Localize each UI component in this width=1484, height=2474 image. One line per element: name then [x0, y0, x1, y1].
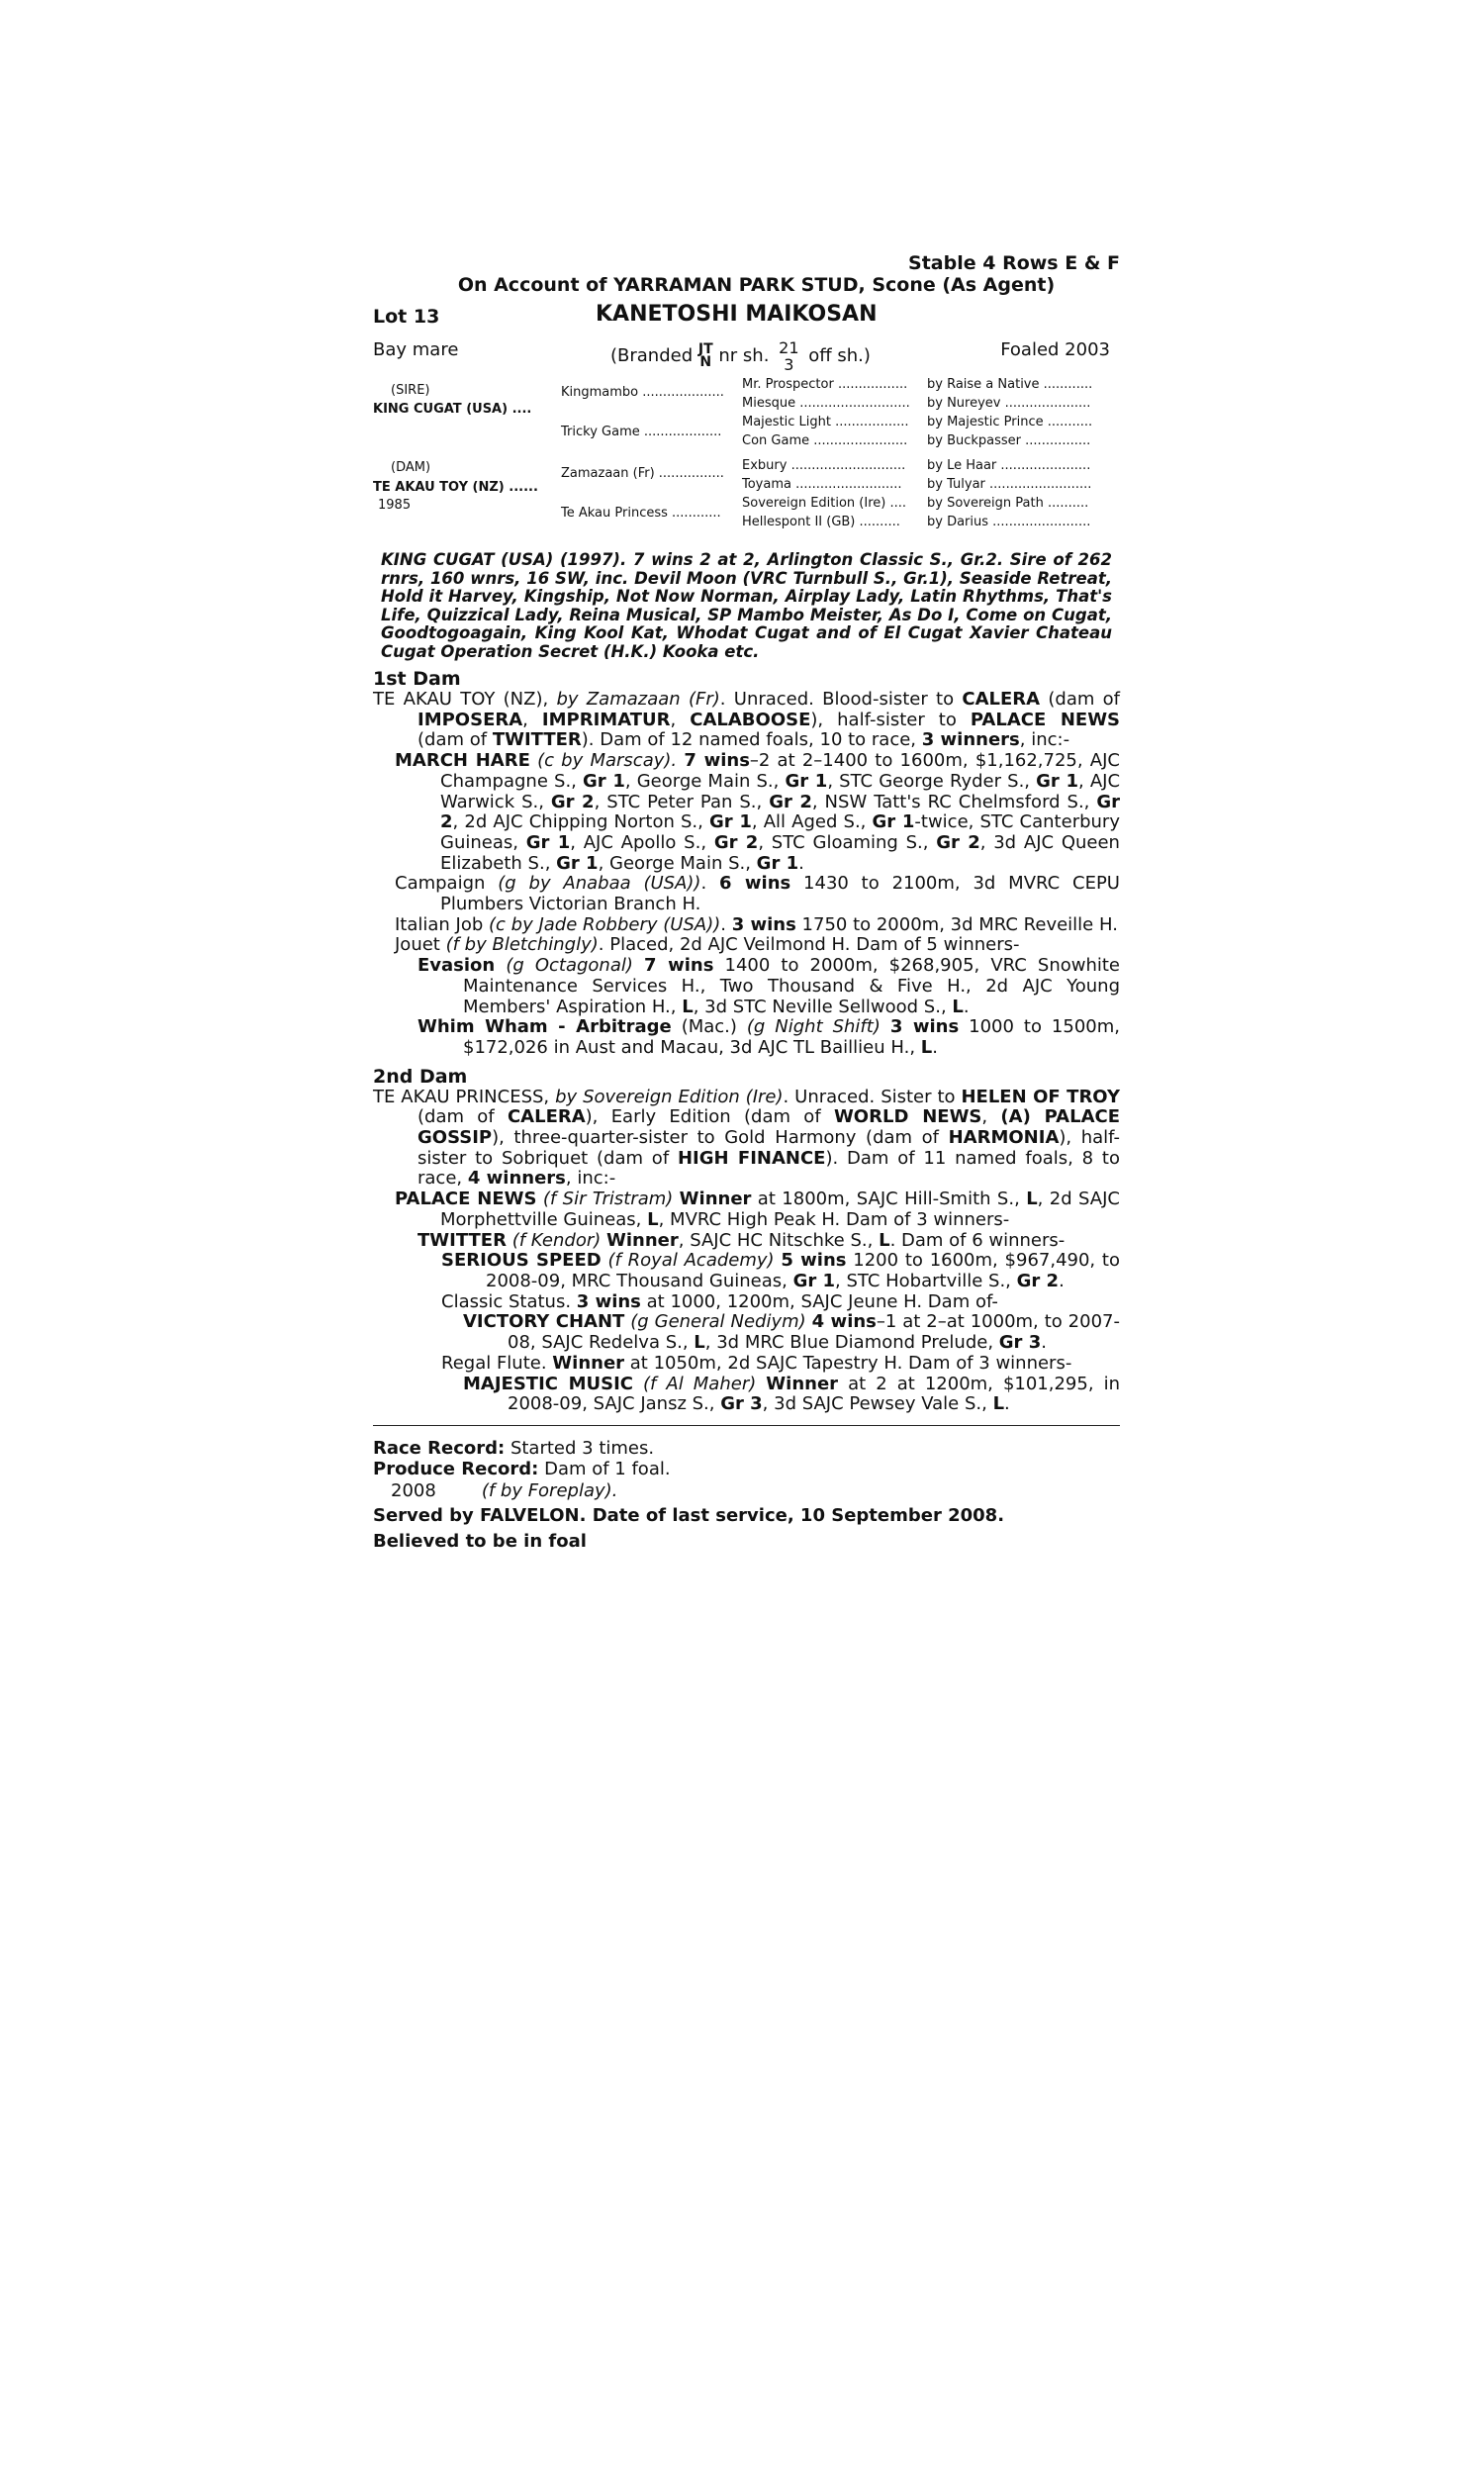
text-segment: , AJC Apollo S.,	[570, 831, 714, 853]
text-segment: IMPRIMATUR	[541, 709, 671, 730]
text-segment: ), half-sister to Sobriquet (dam of	[417, 1127, 1120, 1169]
text-segment: HIGH FINANCE	[677, 1147, 826, 1169]
text-segment: ,	[522, 709, 542, 730]
second-dam-intro	[373, 1088, 1120, 1190]
progeny-evasion	[373, 956, 1120, 1017]
text-segment: (f Al Maher)	[632, 1373, 767, 1394]
ped-sdsd: by Buckpasser ................	[927, 433, 1091, 448]
text-segment: Gr 1	[1036, 770, 1078, 792]
sire-label: (SIRE)	[391, 383, 430, 398]
text-segment: Gr 2	[713, 831, 759, 853]
stable-location: Stable 4 Rows E & F	[908, 252, 1120, 274]
text-segment: Gr 2	[440, 791, 1121, 833]
text-segment: 3 winners	[921, 729, 1020, 751]
text-segment: at 1000, 1200m, SAJC Jeune H. Dam of-	[640, 1290, 998, 1312]
text-segment: TE AKAU PRINCESS,	[373, 1086, 556, 1107]
race-record-value: Started 3 times.	[510, 1437, 655, 1459]
text-segment: Winner	[606, 1229, 679, 1251]
ped-dss: Exbury ............................	[742, 458, 906, 473]
text-segment: L	[647, 1208, 659, 1230]
text-segment: . Unraced. Blood-sister to	[719, 689, 963, 710]
dam-sire: Zamazaan (Fr) ................	[561, 466, 724, 481]
text-segment: Gr 2	[1016, 1270, 1060, 1291]
text-segment: Gr 1	[709, 811, 752, 833]
text-segment: HELEN OF TROY	[961, 1086, 1121, 1107]
text-segment: 7 wins	[684, 750, 750, 772]
text-segment: , MVRC High Peak H. Dam of 3 winners-	[658, 1208, 1010, 1230]
branded-off: off sh.)	[808, 345, 871, 366]
first-dam-heading: 1st Dam	[373, 668, 461, 690]
text-segment: Gr 1	[556, 852, 599, 874]
text-segment: Winner	[766, 1373, 839, 1394]
produce-year: 2008	[391, 1479, 436, 1501]
text-segment: TWITTER	[492, 729, 582, 751]
text-segment: ,	[981, 1106, 1001, 1128]
progeny-twitter	[373, 1231, 1120, 1252]
progeny-classic-status	[373, 1292, 1120, 1313]
dam-dam: Te Akau Princess ............	[561, 506, 721, 521]
text-segment: Jouet	[395, 934, 446, 956]
text-segment: MAJESTIC MUSIC	[463, 1373, 633, 1394]
sire-summary: KING CUGAT (USA) (1997). 7 wins 2 at 2, Arlington Classic S., Gr.2. Sire of 262 rnrs, 160 wnrs, 16 SW, inc. Devil Moon (VRC Turnbull S., Gr.1), Seaside Retreat, Hold it Harvey, Kingship, Not Now Norman, Airplay Lady, Latin Rhythms, That's Life, Quizzical Lady, Reina Musical, SP Mambo Meister, As Do I, Come on Cugat, Goodtogoagain, King Kool Kat, Whodat Cugat and of El Cugat Xavier Chateau Cugat Operation Secret (H.K.) Kooka etc.	[381, 550, 1112, 661]
text-segment: L	[1026, 1189, 1038, 1210]
text-segment: MARCH HARE	[395, 750, 530, 772]
text-segment: 5 wins	[781, 1250, 847, 1272]
description-line	[373, 332, 1120, 373]
text-segment: , AJC Warwick S.,	[440, 770, 1121, 812]
text-segment: Winner	[552, 1352, 625, 1374]
ped-sdss: by Majestic Prince ...........	[927, 415, 1093, 429]
text-segment	[881, 1016, 890, 1037]
text-segment: (dam of	[417, 1106, 508, 1128]
text-segment: ). Dam of 11 named foals, 8 to race,	[417, 1147, 1120, 1189]
text-segment: 1200 to 1600m, $967,490, to 2008-09, MRC Thousand Guineas,	[486, 1250, 1120, 1291]
text-segment: , 3d MRC Blue Diamond Prelude,	[704, 1332, 999, 1354]
produce-entry	[373, 1480, 1120, 1502]
text-segment: by Zamazaan (Fr)	[556, 689, 720, 710]
dam-label: (DAM)	[391, 460, 431, 475]
ped-sdd: Con Game .......................	[742, 433, 908, 448]
text-segment: 1430 to 2100m, 3d MVRC CEPU Plumbers Victorian Branch H.	[440, 873, 1120, 915]
text-segment: (c by Marscay).	[529, 750, 685, 772]
text-segment: at 2 at 1200m, $101,295, in 2008-09, SAJC Jansz S.,	[508, 1373, 1121, 1415]
brand-description	[610, 339, 871, 373]
lot-line	[373, 302, 1120, 332]
text-segment: Gr 2	[550, 791, 595, 812]
text-segment: SERIOUS SPEED	[441, 1250, 602, 1272]
first-dam-intro	[373, 690, 1120, 751]
text-segment: .	[1004, 1393, 1010, 1415]
text-segment: (g General Nediym)	[624, 1311, 812, 1333]
text-segment: Whim Wham - Arbitrage	[417, 1016, 672, 1038]
progeny-regal-flute	[373, 1354, 1120, 1375]
text-segment: L	[879, 1229, 890, 1251]
text-segment: .	[798, 852, 804, 874]
text-segment: , inc:-	[565, 1168, 616, 1189]
text-segment: PALACE NEWS	[970, 709, 1121, 730]
text-segment: , George Main S.,	[598, 852, 757, 874]
text-segment: (A) PALACE GOSSIP	[417, 1106, 1121, 1149]
sire-name: KING CUGAT (USA) ....	[373, 402, 532, 417]
text-segment: , 3d SAJC Pewsey Vale S.,	[762, 1393, 993, 1415]
text-segment: by Sovereign Edition (Ire)	[555, 1086, 784, 1107]
progeny-palace-news	[373, 1189, 1120, 1230]
text-segment: 6 wins	[719, 873, 791, 895]
text-segment: .	[720, 913, 732, 935]
text-segment: L	[694, 1332, 705, 1354]
text-segment: PALACE NEWS	[395, 1189, 537, 1210]
text-segment: (g by Anabaa (USA))	[498, 873, 701, 895]
ped-ddd: Hellespont II (GB) ..........	[742, 515, 900, 529]
text-segment: 3 wins	[576, 1290, 641, 1312]
progeny-victory-chant	[373, 1312, 1120, 1353]
ped-ssss: by Raise a Native ............	[927, 377, 1093, 392]
text-segment: Gr 2	[769, 791, 812, 812]
sire-dam: Tricky Game ...................	[561, 425, 722, 439]
text-segment: (c by Jade Robbery (USA))	[489, 913, 721, 935]
text-segment: Classic Status.	[441, 1290, 577, 1312]
text-segment: , 2d AJC Chipping Norton S.,	[452, 811, 709, 833]
text-segment: (f by Bletchingly)	[445, 934, 599, 956]
text-segment: ,	[670, 709, 691, 730]
text-segment: , George Main S.,	[624, 770, 786, 792]
branded-open: (Branded	[610, 345, 694, 366]
brand-mark	[698, 343, 713, 369]
dam-year: 1985	[378, 498, 412, 513]
ped-ddsd: by Darius ........................	[927, 515, 1091, 529]
text-segment: (Mac.)	[671, 1016, 747, 1038]
text-segment: .	[963, 996, 970, 1017]
text-segment: 1750 to 2000m, 3d MRC Reveille H.	[795, 913, 1118, 935]
ped-dds: Sovereign Edition (Ire) ....	[742, 496, 907, 511]
brand-mark-top: JT	[697, 341, 713, 357]
text-segment: at 1800m, SAJC Hill-Smith S.,	[751, 1189, 1027, 1210]
text-segment: Gr 2	[936, 831, 980, 853]
text-segment: , 3d STC Neville Sellwood S.,	[693, 996, 953, 1017]
produce-record	[373, 1459, 1120, 1480]
text-segment: 3 wins	[889, 1016, 960, 1038]
text-segment: , 2d SAJC Morphettville Guineas,	[440, 1189, 1120, 1230]
text-segment: , inc:-	[1019, 729, 1070, 751]
text-segment: . Placed, 2d AJC Veilmond H. Dam of 5 winners-	[598, 934, 1020, 956]
brand-number	[779, 339, 798, 373]
text-segment: L	[952, 996, 964, 1017]
catalogue-page	[373, 252, 1120, 1552]
ped-sss: Mr. Prospector .................	[742, 377, 908, 392]
sire-sire: Kingmambo ....................	[561, 385, 724, 400]
text-segment: ), three-quarter-sister to Gold Harmony (dam of	[492, 1127, 949, 1149]
text-segment: VICTORY CHANT	[463, 1311, 625, 1333]
branded-nr: nr sh.	[718, 345, 770, 366]
text-segment: (dam of	[417, 729, 493, 751]
text-segment: (f Royal Academy)	[601, 1250, 782, 1272]
text-segment: , STC Gloaming S.,	[758, 831, 937, 853]
text-segment: Gr 1	[525, 831, 571, 853]
text-segment: 1000 to 1500m, $172,026 in Aust and Macau, 3d AJC TL Baillieu H.,	[463, 1016, 1120, 1058]
dam-name: TE AKAU TOY (NZ) ......	[373, 480, 538, 495]
text-segment: Evasion	[417, 955, 496, 977]
text-segment: TE AKAU TOY (NZ),	[373, 689, 557, 710]
vendor-line: On Account of YARRAMAN PARK STUD, Scone (As Agent)	[457, 274, 1056, 296]
text-segment: 7 wins	[643, 955, 714, 977]
ped-ssd: Miesque ...........................	[742, 396, 910, 411]
text-segment: 1400 to 2000m, $268,905, VRC Snowhite Maintenance Services H., Two Thousand & Five H., 2d AJC Young Members' Aspiration H.,	[463, 955, 1121, 1017]
text-segment: Gr 3	[720, 1393, 763, 1415]
text-segment: at 1050m, 2d SAJC Tapestry H. Dam of 3 winners-	[624, 1352, 1072, 1374]
horse-name: KANETOSHI MAIKOSAN	[596, 302, 878, 327]
text-segment: .	[932, 1036, 938, 1058]
progeny-serious-speed	[373, 1251, 1120, 1291]
race-record-label: Race Record:	[373, 1437, 506, 1459]
text-segment: -twice, STC Canterbury Guineas,	[440, 811, 1120, 853]
foal-status: Believed to be in foal	[373, 1530, 587, 1552]
produce-foal: (f by Foreplay).	[481, 1479, 618, 1501]
text-segment: .	[1059, 1270, 1065, 1291]
text-segment: ). Dam of 12 named foals, 10 to race,	[581, 729, 922, 751]
ped-sds: Majestic Light ..................	[742, 415, 909, 429]
produce-record-value: Dam of 1 foal.	[544, 1459, 671, 1480]
text-segment: 3 wins	[731, 913, 796, 935]
text-segment: . Unraced. Sister to	[783, 1086, 962, 1107]
text-segment: (dam of	[1040, 689, 1121, 710]
race-record	[373, 1438, 1120, 1460]
text-segment: HARMONIA	[948, 1127, 1060, 1149]
text-segment: . Dam of 6 winners-	[889, 1229, 1066, 1251]
text-segment: , SAJC HC Nitschke S.,	[678, 1229, 880, 1251]
text-segment: Gr 1	[792, 1270, 836, 1291]
text-segment: CALERA	[507, 1106, 586, 1128]
progeny-march-hare	[373, 751, 1120, 874]
text-segment: –2 at 2–1400 to 1600m, $1,162,725, AJC Champagne S.,	[440, 750, 1120, 792]
text-segment: , All Aged S.,	[751, 811, 873, 833]
text-segment: Gr 1	[756, 852, 799, 874]
brand-number-bottom: 3	[784, 355, 794, 374]
produce-record-label: Produce Record:	[373, 1459, 539, 1480]
text-segment: –1 at 2–at 1000m, to 2007-08, SAJC Redelva S.,	[508, 1311, 1120, 1354]
ped-dsd: Toyama ..........................	[742, 477, 902, 492]
text-segment: Gr 1	[785, 770, 828, 792]
service-note: Served by FALVELON. Date of last service, 10 September 2008.	[373, 1505, 1005, 1527]
ped-sssd: by Nureyev .....................	[927, 396, 1091, 411]
brand-number-top: 21	[779, 338, 799, 357]
progeny-majestic-music	[373, 1375, 1120, 1415]
text-segment: (g Night Shift)	[746, 1016, 881, 1038]
pedigree-table	[373, 377, 1120, 545]
text-segment: Gr 3	[998, 1332, 1042, 1354]
brand-mark-bottom: N	[699, 354, 712, 370]
text-segment: Gr 1	[872, 811, 915, 833]
text-segment: .	[700, 873, 720, 895]
text-segment: 4 winners	[467, 1168, 566, 1189]
ped-ddss: by Sovereign Path ..........	[927, 496, 1089, 511]
text-segment: IMPOSERA	[417, 709, 523, 730]
ped-dsss: by Le Haar ......................	[927, 458, 1091, 473]
foaled-year: Foaled 2003	[1000, 339, 1110, 360]
horse-sex: Bay mare	[373, 339, 459, 360]
text-segment: (f Sir Tristram)	[536, 1189, 680, 1210]
second-dam-heading: 2nd Dam	[373, 1065, 468, 1088]
text-segment: Italian Job	[395, 913, 490, 935]
text-segment: WORLD NEWS	[833, 1106, 982, 1128]
divider	[373, 1425, 1120, 1426]
text-segment: Gr 1	[583, 770, 625, 792]
progeny-campaign	[373, 874, 1120, 914]
progeny-jouet	[373, 935, 1120, 956]
ped-dssd: by Tulyar .........................	[927, 477, 1092, 492]
text-segment: , 3d AJC Queen Elizabeth S.,	[440, 831, 1120, 874]
lot-number: Lot 13	[373, 306, 440, 328]
text-segment: CALERA	[962, 689, 1041, 710]
text-segment: L	[682, 996, 694, 1017]
text-segment: , STC Hobartville S.,	[835, 1270, 1017, 1291]
text-segment: 4 wins	[811, 1311, 877, 1333]
text-segment: CALABOOSE	[690, 709, 811, 730]
text-segment: Campaign	[395, 873, 499, 895]
text-segment: L	[920, 1036, 933, 1058]
text-segment: .	[1041, 1332, 1047, 1354]
text-segment: , STC Peter Pan S.,	[594, 791, 770, 812]
text-segment: Regal Flute.	[441, 1352, 553, 1374]
text-segment: Winner	[679, 1189, 752, 1210]
progeny-italian-job	[373, 915, 1120, 936]
text-segment: L	[992, 1393, 1005, 1415]
text-segment: TWITTER	[417, 1229, 507, 1251]
text-segment: ), half-sister to	[810, 709, 971, 730]
text-segment: , STC George Ryder S.,	[827, 770, 1037, 792]
text-segment: , NSW Tatt's RC Chelmsford S.,	[811, 791, 1097, 812]
text-segment: (f Kendor)	[506, 1229, 606, 1251]
progeny-whim-wham	[373, 1017, 1120, 1058]
text-segment: ), Early Edition (dam of	[585, 1106, 834, 1128]
text-segment: (g Octagonal)	[495, 955, 644, 977]
